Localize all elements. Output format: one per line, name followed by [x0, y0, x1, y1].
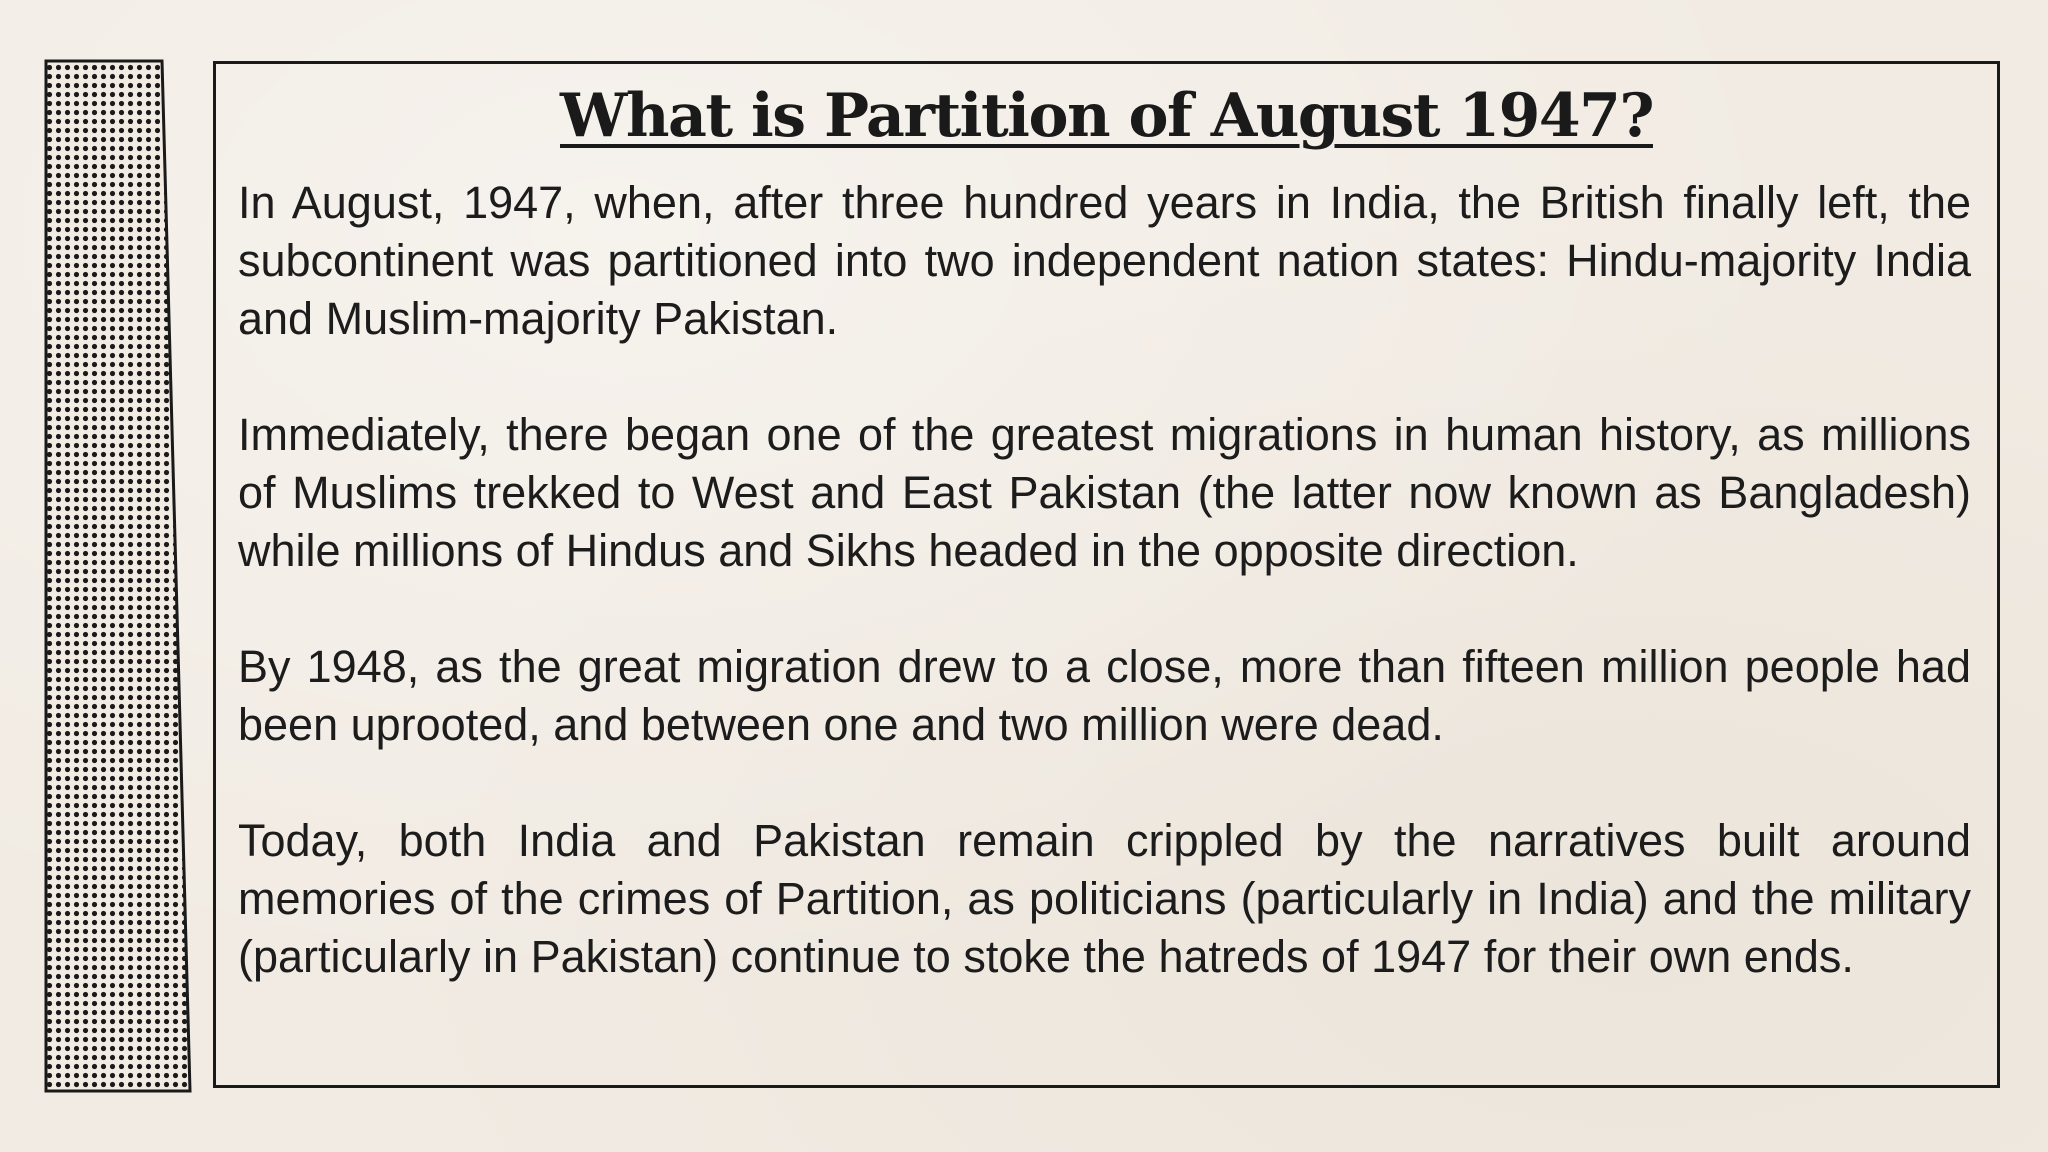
paragraph: By 1948, as the great migration drew to a close, more than fifteen million people had been uprooted, and between one and two million were dead.	[238, 641, 1971, 750]
content-frame	[213, 61, 2000, 1088]
paragraph: Today, both India and Pakistan remain crippled by the narratives built around memories of the crimes of Partition, as politicians (particularly in India) and the military (particularly in Pakistan) continue to stoke the hatreds of 1947 for their own ends.	[238, 815, 1971, 982]
body-text	[238, 174, 1971, 1044]
page-title: What is Partition of August 1947?	[560, 81, 1653, 151]
paragraph: Immediately, there began one of the greatest migrations in human history, as millions of Muslims trekked to West and East Pakistan (the latter now known as Bangladesh) while millions of Hindus and Sikhs headed in the opposite direction.	[238, 409, 1971, 576]
paragraph: In August, 1947, when, after three hundred years in India, the British finally left, the subcontinent was partitioned into two independent nation states: Hindu-majority India and Muslim-majority Pakistan.	[238, 177, 1971, 344]
